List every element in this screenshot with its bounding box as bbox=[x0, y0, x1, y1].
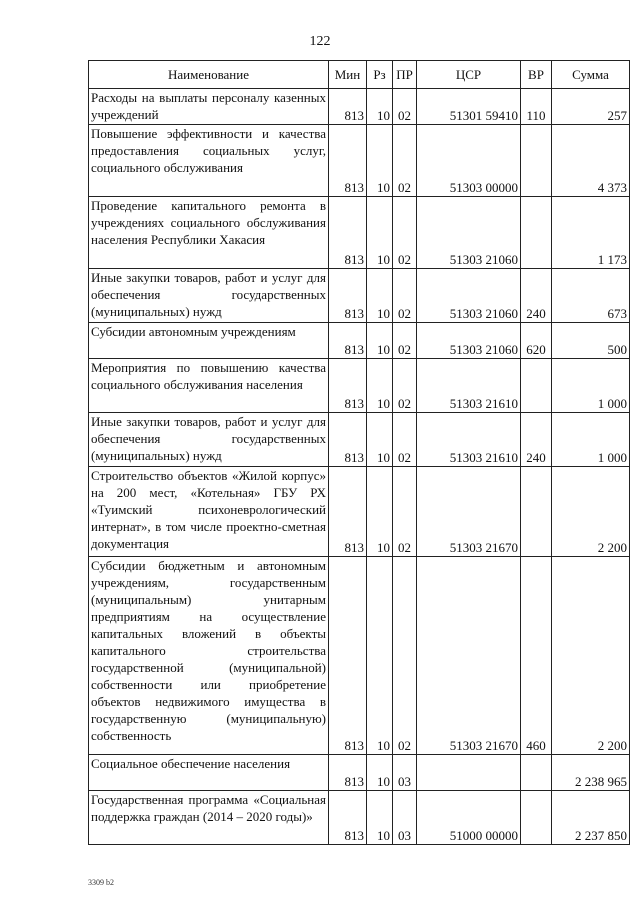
row-min: 813 bbox=[329, 89, 367, 125]
row-name: Мероприятия по повышению качества социального обслуживания населения bbox=[89, 359, 329, 413]
row-sum: 2 237 850 bbox=[552, 791, 630, 845]
row-min: 813 bbox=[329, 791, 367, 845]
row-csr: 51303 21060 bbox=[417, 197, 521, 269]
row-rz: 10 bbox=[367, 323, 393, 359]
row-name: Государственная программа «Социальная поддержка граждан (2014 – 2020 годы)» bbox=[89, 791, 329, 845]
budget-table bbox=[88, 60, 630, 845]
table-row bbox=[89, 413, 630, 467]
row-rz: 10 bbox=[367, 557, 393, 755]
table-row bbox=[89, 557, 630, 755]
row-min: 813 bbox=[329, 467, 367, 557]
row-sum: 4 373 bbox=[552, 125, 630, 197]
row-pr: 03 bbox=[393, 755, 417, 791]
row-rz: 10 bbox=[367, 197, 393, 269]
row-min: 813 bbox=[329, 557, 367, 755]
row-rz: 10 bbox=[367, 467, 393, 557]
row-csr bbox=[417, 755, 521, 791]
row-vr bbox=[521, 755, 552, 791]
row-vr: 620 bbox=[521, 323, 552, 359]
table-row bbox=[89, 89, 630, 125]
row-min: 813 bbox=[329, 197, 367, 269]
row-vr: 240 bbox=[521, 269, 552, 323]
row-name: Иные закупки товаров, работ и услуг для обеспечения государственных (муниципальных) нужд bbox=[89, 269, 329, 323]
row-min: 813 bbox=[329, 323, 367, 359]
row-pr: 02 bbox=[393, 467, 417, 557]
row-sum: 1 000 bbox=[552, 359, 630, 413]
table-row bbox=[89, 359, 630, 413]
row-name: Иные закупки товаров, работ и услуг для обеспечения государственных (муниципальных) нужд bbox=[89, 413, 329, 467]
header-rz: Рз bbox=[367, 61, 393, 89]
row-pr: 02 bbox=[393, 269, 417, 323]
row-min: 813 bbox=[329, 269, 367, 323]
header-vr: ВР bbox=[521, 61, 552, 89]
table-row bbox=[89, 755, 630, 791]
row-rz: 10 bbox=[367, 359, 393, 413]
row-name: Расходы на выплаты персоналу казенных учреждений bbox=[89, 89, 329, 125]
row-name: Строительство объектов «Жилой корпус» на 200 мест, «Котельная» ГБУ РХ «Туимский психоневрологический интернат», в том числе проектно-сметная документация bbox=[89, 467, 329, 557]
row-csr: 51303 21610 bbox=[417, 359, 521, 413]
table-row bbox=[89, 269, 630, 323]
header-row bbox=[89, 61, 630, 89]
row-name: Повышение эффективности и качества предоставления социальных услуг, социального обслуживания bbox=[89, 125, 329, 197]
row-min: 813 bbox=[329, 359, 367, 413]
row-sum: 2 238 965 bbox=[552, 755, 630, 791]
row-sum: 1 000 bbox=[552, 413, 630, 467]
row-vr bbox=[521, 125, 552, 197]
row-sum: 257 bbox=[552, 89, 630, 125]
row-csr: 51303 21060 bbox=[417, 323, 521, 359]
row-rz: 10 bbox=[367, 413, 393, 467]
row-pr: 02 bbox=[393, 89, 417, 125]
table-row bbox=[89, 197, 630, 269]
header-sum: Сумма bbox=[552, 61, 630, 89]
row-rz: 10 bbox=[367, 791, 393, 845]
row-pr: 02 bbox=[393, 125, 417, 197]
row-vr: 110 bbox=[521, 89, 552, 125]
row-pr: 02 bbox=[393, 197, 417, 269]
table-row bbox=[89, 791, 630, 845]
table-row bbox=[89, 125, 630, 197]
row-name: Субсидии бюджетным и автономным учреждениям, государственным (муниципальным) унитарным предприятиям на осуществление капитальных вложений в объекты капитального строительства государственной (муниципальной) собственности или приобретение объектов недвижимого имущества в государственную (муниципальную) собственность bbox=[89, 557, 329, 755]
row-pr: 02 bbox=[393, 413, 417, 467]
row-name: Субсидии автономным учреждениям bbox=[89, 323, 329, 359]
row-min: 813 bbox=[329, 413, 367, 467]
row-rz: 10 bbox=[367, 755, 393, 791]
document-footer-code: 3309 b2 bbox=[88, 878, 114, 887]
row-csr: 51000 00000 bbox=[417, 791, 521, 845]
row-sum: 2 200 bbox=[552, 557, 630, 755]
row-sum: 500 bbox=[552, 323, 630, 359]
header-pr: ПР bbox=[393, 61, 417, 89]
row-min: 813 bbox=[329, 125, 367, 197]
row-vr bbox=[521, 197, 552, 269]
header-csr: ЦСР bbox=[417, 61, 521, 89]
row-csr: 51303 21060 bbox=[417, 269, 521, 323]
row-csr: 51303 21670 bbox=[417, 467, 521, 557]
table-row bbox=[89, 323, 630, 359]
row-csr: 51303 00000 bbox=[417, 125, 521, 197]
row-vr: 460 bbox=[521, 557, 552, 755]
header-min: Мин bbox=[329, 61, 367, 89]
row-sum: 673 bbox=[552, 269, 630, 323]
row-csr: 51303 21610 bbox=[417, 413, 521, 467]
row-rz: 10 bbox=[367, 89, 393, 125]
page-number: 122 bbox=[309, 34, 331, 49]
row-pr: 03 bbox=[393, 791, 417, 845]
row-vr bbox=[521, 359, 552, 413]
row-sum: 2 200 bbox=[552, 467, 630, 557]
row-rz: 10 bbox=[367, 269, 393, 323]
row-pr: 02 bbox=[393, 323, 417, 359]
row-csr: 51301 59410 bbox=[417, 89, 521, 125]
row-min: 813 bbox=[329, 755, 367, 791]
row-pr: 02 bbox=[393, 359, 417, 413]
row-name: Социальное обеспечение населения bbox=[89, 755, 329, 791]
row-vr bbox=[521, 467, 552, 557]
row-vr: 240 bbox=[521, 413, 552, 467]
header-name: Наименование bbox=[89, 61, 329, 89]
table-row bbox=[89, 467, 630, 557]
row-name: Проведение капитального ремонта в учреждениях социального обслуживания населения Республики Хакасия bbox=[89, 197, 329, 269]
row-sum: 1 173 bbox=[552, 197, 630, 269]
row-vr bbox=[521, 791, 552, 845]
row-csr: 51303 21670 bbox=[417, 557, 521, 755]
row-rz: 10 bbox=[367, 125, 393, 197]
row-pr: 02 bbox=[393, 557, 417, 755]
